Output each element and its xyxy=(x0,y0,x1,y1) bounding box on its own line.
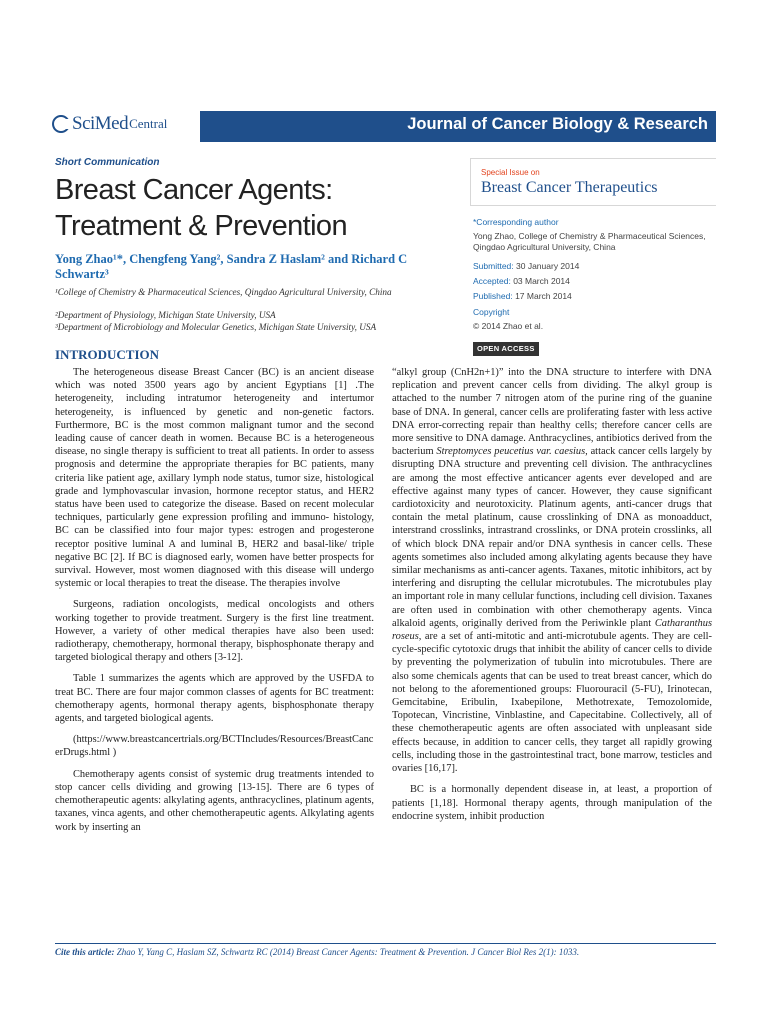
body-column-left xyxy=(55,366,374,834)
logo-sci-text: SciMed xyxy=(72,113,129,134)
cite-text: Zhao Y, Yang C, Haslam SZ, Schwartz RC (2014) Breast Cancer Agents: Treatment & Prevention. J Cancer Biol Res 2(1): 1033. xyxy=(116,947,580,957)
species-name: Catharanthus roseus, xyxy=(392,617,712,643)
paragraph-text: are a set of anti-mitotic and anti-microtubule agents. They are cell- cycle-specific cytotoxic drugs that inhibit the ability of cancer cells to divide by preventing the polymerization of tubulin into microtubules. There are also some chemicals agents that can be used to treat breast cancer, which do not belong to the aforementioned groups: Fluorouracil (5-FU), Irinotecan, Gemcitabine, Eribulin, Ixabepilone, Methotrexate, Temozolomide, Topotecan, Vincristine, Vinblastine, and Capecitabine. Collectively, all of these chemotherapeutic agents are often associated with unpleasant side effects because, in addition to cancer cells, they target all rapidly growing cells, including those in the gastrointestinal tract, bone marrow, testicles and ovaries [16,17]. xyxy=(392,631,712,775)
logo-circle-icon xyxy=(52,115,70,133)
corresponding-label: *Corresponding author xyxy=(473,217,559,227)
affiliation-3: ³Department of Microbiology and Molecular Genetics, Michigan State University, USA xyxy=(55,322,377,332)
submitted-date xyxy=(473,261,723,272)
body-column-right xyxy=(392,366,712,823)
paragraph-text: attack cancer cells largely by disrupting DNA structure and preventing cell division. The anthracyclines are among the most effective anticancer agents ever developed and are effective against many types of cancer. However, they cause significant cardiotoxicity and neurotoxicity. Platinum agents, anti-cancer drugs that contain the metal platinum, cause crosslinking of DNA as monoadduct, interstrand crosslinks, intrastrand crosslinks, or DNA protein crosslinks, all of which block DNA repair and/or DNA synthesis in cancer cells. These agents sometimes also included among alkylating agents because they have similar mechanisms as anti-cancer agents. Taxanes, mitotic inhibitors, act by interfering and disrupting the cellular microtubules. The microtubules play an important role in many cellular functions, including cell division. Taxanes are often used in combination with other chemotherapy agents. Vinca alkaloid agents, originally derived from the Periwinkle plant xyxy=(392,446,713,629)
article-type: Short Communication xyxy=(55,157,160,168)
special-issue-label: Special Issue on xyxy=(481,168,540,177)
copyright-label: Copyright xyxy=(473,307,510,317)
article-title: Breast Cancer Agents: Treatment & Prevention xyxy=(55,174,347,242)
logo-central-text: Central xyxy=(129,116,168,131)
accepted-value: 03 March 2014 xyxy=(513,276,570,286)
journal-title: Journal of Cancer Biology & Research xyxy=(407,115,708,133)
reference-link[interactable]: (https://www.breastcancertrials.org/BCTIncludes/Resources/BreastCancerDrugs.html ) xyxy=(55,734,374,759)
author-list: Yong Zhao¹*, Chengfeng Yang², Sandra Z Haslam² and Richard C Schwartz³ xyxy=(55,252,408,281)
accepted-date xyxy=(473,276,723,287)
published-value: 17 March 2014 xyxy=(515,291,572,301)
special-issue-title: Breast Cancer Therapeutics xyxy=(481,179,658,196)
section-heading-introduction: INTRODUCTION xyxy=(55,347,160,362)
published-date xyxy=(473,291,723,302)
copyright-text: © 2014 Zhao et al. xyxy=(473,321,544,331)
paragraph: BC is a hormonally dependent disease in, at least, a proportion of patients [1,18]. Hormonal therapy agents, through manipulation of the endocrine system, inhibit production xyxy=(392,784,712,822)
paragraph: Table 1 summarizes the agents which are approved by the USFDA to treat BC. There are four major common classes of agents for BC treatment: chemotherapy agents, hormonal therapy agents, bisphosphonate therapy agents, and targeted biological agents. xyxy=(55,673,374,725)
paragraph xyxy=(392,366,712,775)
submitted-label: Submitted: xyxy=(473,261,514,271)
affiliation-1: ¹College of Chemistry & Pharmaceutical Sciences, Qingdao Agricultural University, China xyxy=(55,287,392,297)
affiliation-2: ²Department of Physiology, Michigan State University, USA xyxy=(55,310,276,320)
publisher-logo xyxy=(52,110,200,138)
paragraph: Surgeons, radiation oncologists, medical oncologists and others working together to provide treatment. Surgery is the first line treatment. However, a variety of other medical therapies have also been used: radiotherapy, chemotherapy, hormonal therapy, bisphosphonate therapy and targeted biological therapy and others [3-12]. xyxy=(55,599,374,664)
accepted-label: Accepted: xyxy=(473,276,511,286)
paragraph: Chemotherapy agents consist of systemic drug treatments intended to stop cancer cells dividing and growing [13-15]. There are 6 types of chemotherapeutic agents: alkylating agents, anthracyclines, platinum agents, taxanes, vinca agents, and other chemotherapeutic agents. Alkylating agents work by inserting an xyxy=(55,768,374,833)
open-access-badge: OPEN ACCESS xyxy=(473,342,539,356)
footer-divider xyxy=(55,943,716,944)
paragraph-text: “alkyl group (CnH2n+1)” into the DNA structure to interfere with DNA replication and prevent cancer cells from dividing. The alkyl group is attached to the number 7 nitrogen atom of the purine ring of the guanine base of DNA. In general, cancer cells are proliferating faster with less active DNA error-correcting repair than healthy cells; therefore cancer cells are more sensitive to DNA damage. Anthracyclines, antibiotics derived from the bacterium xyxy=(392,367,712,458)
species-name: Streptomyces peucetius var. caesius, xyxy=(436,446,588,458)
published-label: Published: xyxy=(473,291,513,301)
corresponding-text: Yong Zhao, College of Chemistry & Pharmaceutical Sciences, Qingdao Agricultural University, China xyxy=(473,231,706,252)
submitted-value: 30 January 2014 xyxy=(516,261,580,271)
cite-label: Cite this article: xyxy=(55,947,115,957)
citation-footer xyxy=(55,947,716,957)
paragraph: The heterogeneous disease Breast Cancer (BC) is an ancient disease which was noted 3500 years ago by ancient Egyptians [1] .The heterogeneity, including intratumor heterogeneity and intertumor heterogeneity, is influenced by genetic and non-genetic factors. Furthermore, BC is the most common malignant tumor and the second leading cause of cancer death in women. Because BC is a heterogeneous disease, no single therapy is sufficient to treat all patients. In order to assess prognosis and determine the appropriate therapies for BC patients, many criteria like patient age, axillary lymph node status, tumor size, histological grade and lymphovascular invasion, hormone receptor status, and HER2 status have been used to categorize the disease. Based on recent molecular techniques, particularly gene expression profiling and immuno- histology, BC can be classified into four major types: estrogen and progesterone receptor positive luminal A and luminal B, HER2 and basal-like/ triple negative BC [2]. If BC is diagnosed early, women have better prospects for survival. However, most women diagnosed with this disease will undergo systemic or local therapies to treat the disease. The therapies involve xyxy=(55,367,374,590)
